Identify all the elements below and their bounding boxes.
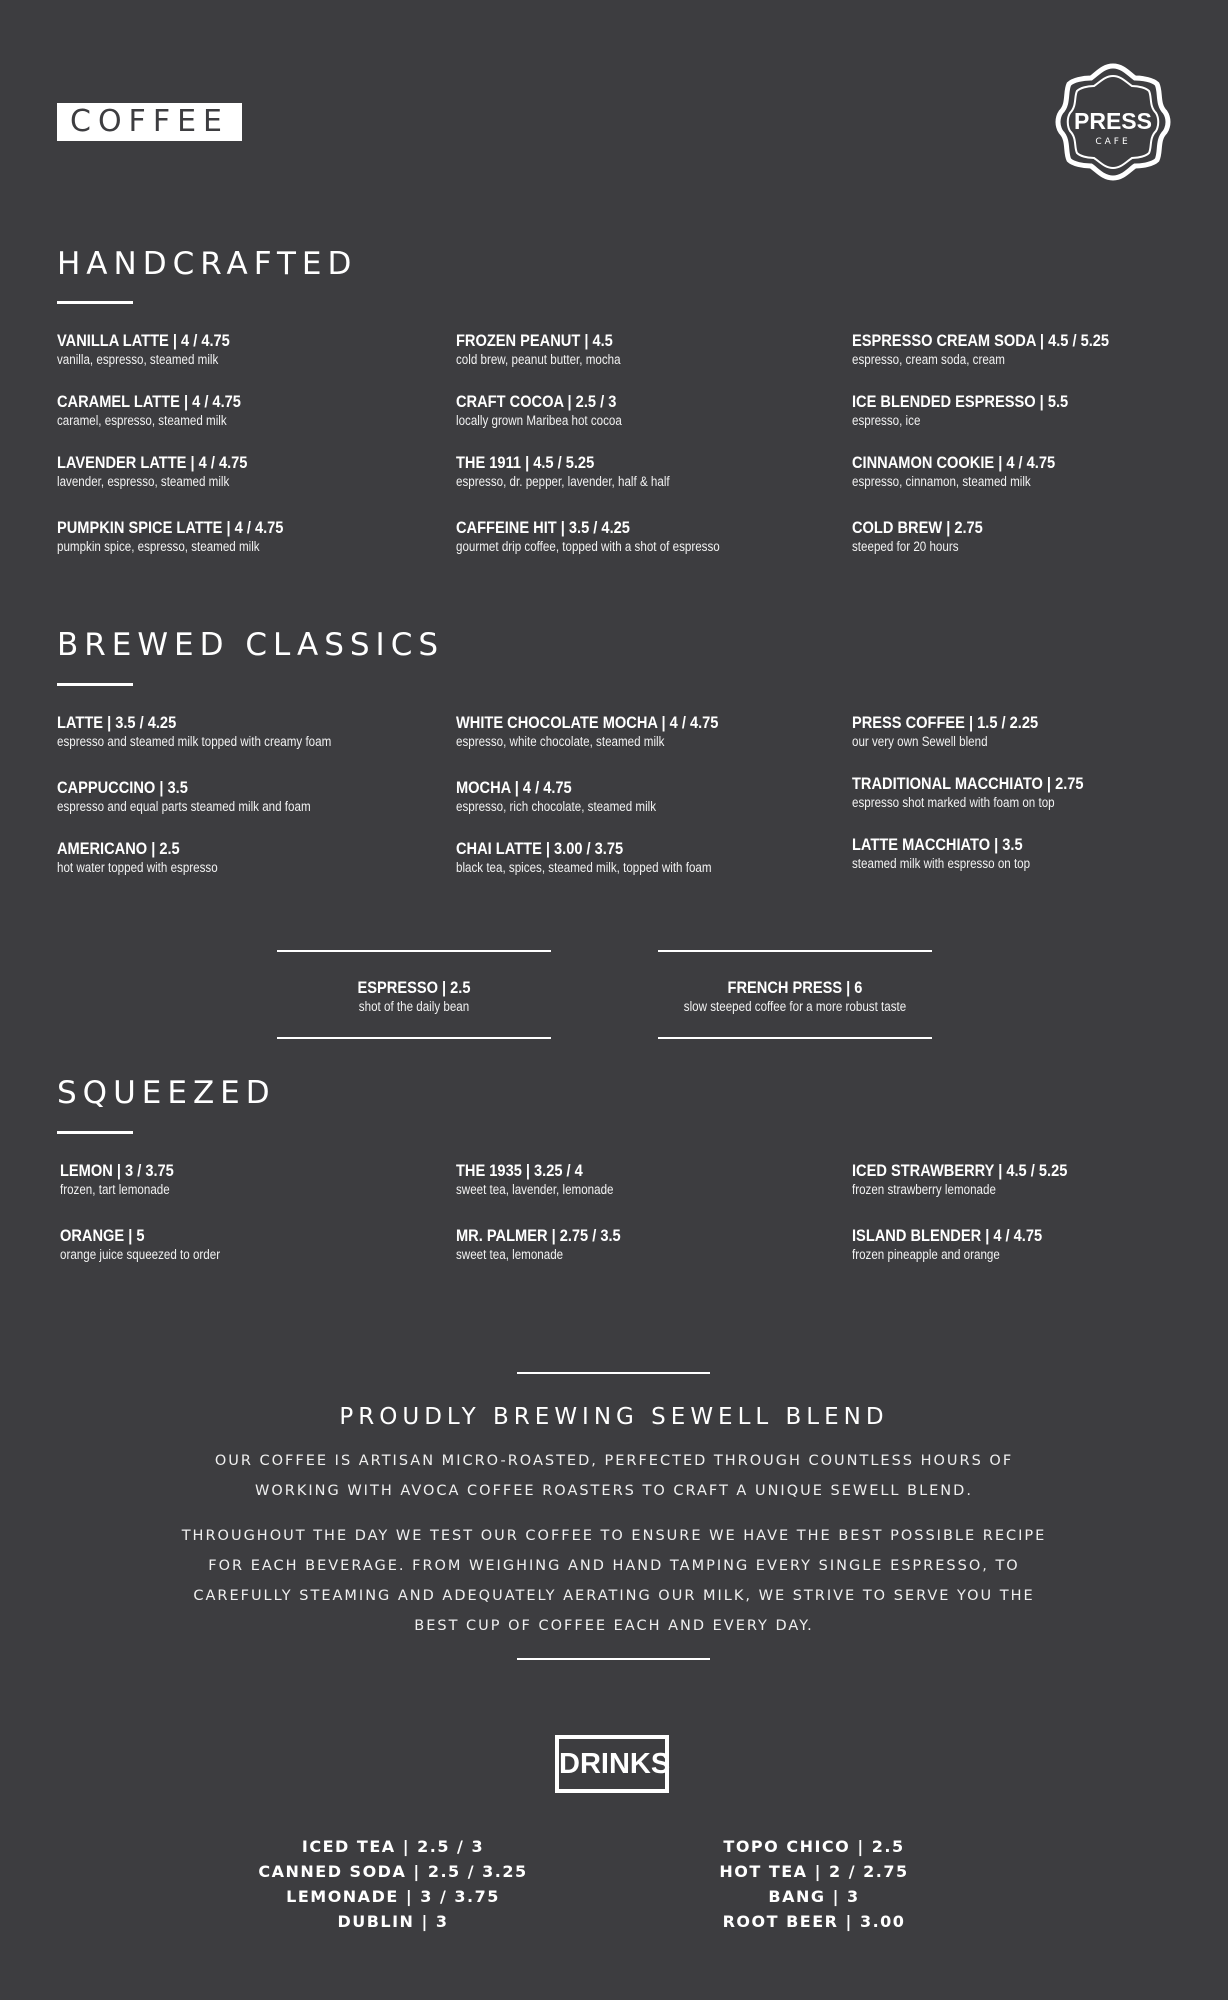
section-divider [57, 301, 133, 304]
list-item: CANNED SODA | 2.5 / 3.25 [258, 1862, 528, 1881]
featured-item-espresso: ESPRESSO | 2.5 shot of the daily bean [357, 978, 471, 1014]
menu-item: COLD BREW | 2.75 steeped for 20 hours [852, 518, 983, 554]
drinks-list-right [649, 1834, 979, 1934]
coffee-header-label: COFFEE [57, 103, 242, 141]
list-item: ICED TEA | 2.5 / 3 [301, 1837, 485, 1856]
menu-item: WHITE CHOCOLATE MOCHA | 4 / 4.75 espresso, white chocolate, steamed milk [456, 713, 719, 749]
section-title-handcrafted: HANDCRAFTED [57, 246, 358, 282]
menu-item: ICED STRAWBERRY | 4.5 / 5.25 frozen strawberry lemonade [852, 1161, 1068, 1197]
list-item: LEMONADE | 3 / 3.75 [286, 1887, 500, 1906]
press-cafe-logo [1053, 62, 1173, 182]
featured-rule-bottom [277, 1037, 551, 1039]
featured-rule-top [277, 950, 551, 952]
list-item: HOT TEA | 2 / 2.75 [719, 1862, 909, 1881]
menu-item: ORANGE | 5 orange juice squeezed to order [60, 1226, 221, 1262]
menu-item: LAVENDER LATTE | 4 / 4.75 lavender, espresso, steamed milk [57, 453, 248, 489]
menu-item: TRADITIONAL MACCHIATO | 2.75 espresso shot marked with foam on top [852, 774, 1084, 810]
menu-item: CHAI LATTE | 3.00 / 3.75 black tea, spices, steamed milk, topped with foam [456, 839, 712, 875]
menu-item: ESPRESSO CREAM SODA | 4.5 / 5.25 espresso, cream soda, cream [852, 331, 1110, 367]
section-divider [57, 1131, 133, 1134]
list-item: TOPO CHICO | 2.5 [723, 1837, 905, 1856]
drinks-list-left [228, 1834, 558, 1934]
menu-item: PUMPKIN SPICE LATTE | 4 / 4.75 pumpkin spice, espresso, steamed milk [57, 518, 284, 554]
menu-item: MOCHA | 4 / 4.75 espresso, rich chocolate, steamed milk [456, 778, 657, 814]
menu-item: VANILLA LATTE | 4 / 4.75 vanilla, espresso, steamed milk [57, 331, 230, 367]
menu-item: ICE BLENDED ESPRESSO | 5.5 espresso, ice [852, 392, 1069, 428]
story-title: PROUDLY BREWING SEWELL BLEND [339, 1404, 889, 1430]
story-paragraph-1: OUR COFFEE IS ARTISAN MICRO-ROASTED, PERFECTED THROUGH COUNTLESS HOURS OF WORKING WITH AVOCA COFFEE ROASTERS TO CRAFT A UNIQUE SEWELL BLEND. [214, 1453, 1014, 1499]
section-divider [57, 683, 133, 686]
menu-item: LATTE | 3.5 / 4.25 espresso and steamed milk topped with creamy foam [57, 713, 332, 749]
menu-item: THE 1935 | 3.25 / 4 sweet tea, lavender, lemonade [456, 1161, 614, 1197]
story-rule-top [517, 1372, 710, 1374]
menu-item: ISLAND BLENDER | 4 / 4.75 frozen pineapple and orange [852, 1226, 1043, 1262]
story-rule-bottom [517, 1658, 710, 1660]
svg-text:PRESS: PRESS [1074, 108, 1152, 134]
list-item: BANG | 3 [768, 1887, 860, 1906]
drinks-header-box: DRINKS [555, 1735, 669, 1793]
section-title-squeezed: SQUEEZED [57, 1075, 276, 1111]
menu-item: CAFFEINE HIT | 3.5 / 4.25 gourmet drip coffee, topped with a shot of espresso [456, 518, 720, 554]
featured-rule-top [658, 950, 932, 952]
menu-item: PRESS COFFEE | 1.5 / 2.25 our very own Sewell blend [852, 713, 1039, 749]
story-paragraph-2: THROUGHOUT THE DAY WE TEST OUR COFFEE TO ENSURE WE HAVE THE BEST POSSIBLE RECIPE FOR EACH BEVERAGE. FROM WEIGHING AND HAND TAMPING EVERY SINGLE ESPRESSO, TO CAREFULLY STEAMING AND ADEQUATELY AERATING OUR MILK, WE STRIVE TO SERVE YOU THE BEST CUP OF COFFEE EACH AND EVERY DAY. [181, 1528, 1047, 1634]
menu-item: MR. PALMER | 2.75 / 3.5 sweet tea, lemonade [456, 1226, 621, 1262]
menu-item: CRAFT COCOA | 2.5 / 3 locally grown Maribea hot cocoa [456, 392, 622, 428]
section-title-brewed-classics: BREWED CLASSICS [57, 627, 445, 663]
svg-text:CAFE: CAFE [1095, 137, 1131, 147]
menu-item: CARAMEL LATTE | 4 / 4.75 caramel, espresso, steamed milk [57, 392, 241, 428]
list-item: DUBLIN | 3 [337, 1912, 449, 1931]
menu-item: LEMON | 3 / 3.75 frozen, tart lemonade [60, 1161, 174, 1197]
menu-item: FROZEN PEANUT | 4.5 cold brew, peanut butter, mocha [456, 331, 621, 367]
featured-rule-bottom [658, 1037, 932, 1039]
menu-item: AMERICANO | 2.5 hot water topped with espresso [57, 839, 218, 875]
menu-item: CAPPUCCINO | 3.5 espresso and equal parts steamed milk and foam [57, 778, 311, 814]
menu-item: LATTE MACCHIATO | 3.5 steamed milk with espresso on top [852, 835, 1031, 871]
featured-item-french-press: FRENCH PRESS | 6 slow steeped coffee for a more robust taste [683, 978, 907, 1014]
menu-item: THE 1911 | 4.5 / 5.25 espresso, dr. pepper, lavender, half & half [456, 453, 670, 489]
menu-item: CINNAMON COOKIE | 4 / 4.75 espresso, cinnamon, steamed milk [852, 453, 1056, 489]
list-item: ROOT BEER | 3.00 [722, 1912, 906, 1931]
